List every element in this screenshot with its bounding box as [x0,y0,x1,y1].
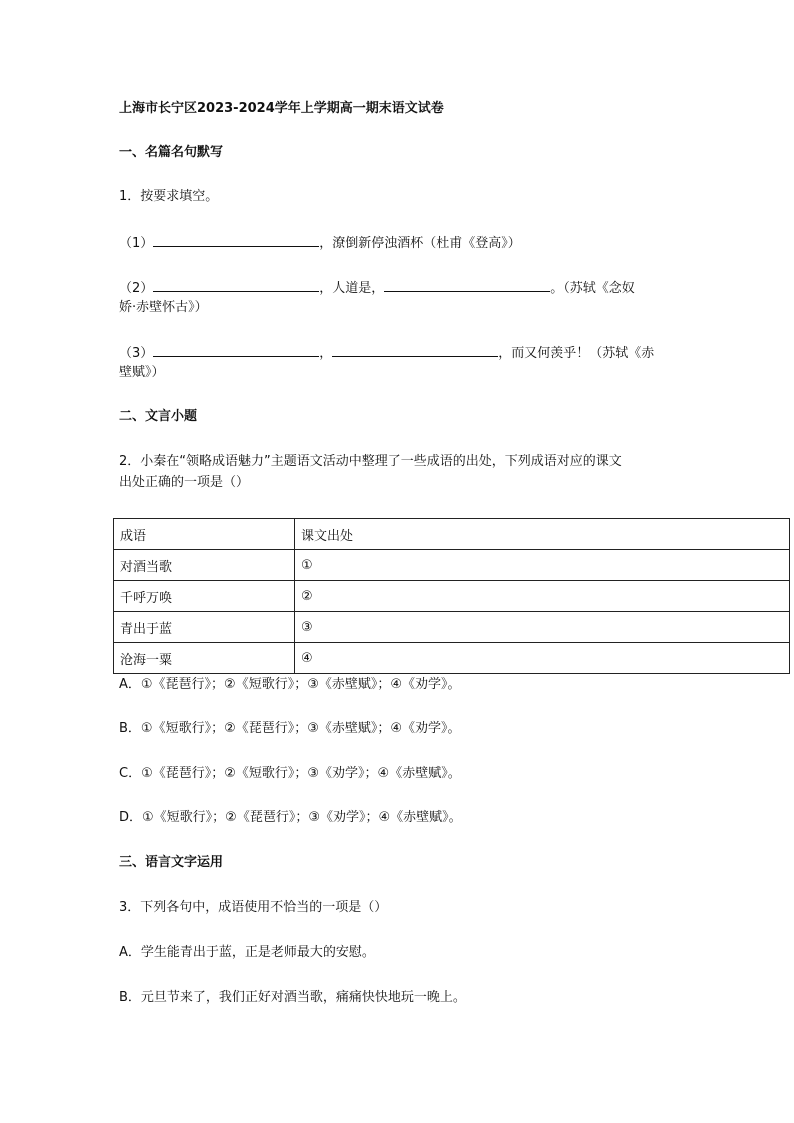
answer-blank[interactable] [384,277,550,292]
q2-option-a[interactable]: A．①《琵琶行》；②《短歌行》；③《赤壁赋》；④《劝学》。 [119,677,461,692]
section-heading-1: 一、名篇名句默写 [119,145,224,160]
table-header-row [114,519,790,550]
table-row [114,581,790,612]
answer-blank[interactable] [153,277,319,292]
q1-item-2 [119,277,635,299]
q1-item-1 [119,232,521,254]
item-text: ，潦倒新停浊酒杯（杜甫《登高》） [319,236,521,251]
table-cell: ① [295,550,790,581]
item-number: （3） [119,346,154,361]
question-2-line-2: 出处正确的一项是（） [119,475,250,490]
question-2-line-1: 2．小秦在“领略成语魅力”主题语文活动中整理了一些成语的出处，下列成语对应的课文 [119,454,622,469]
q2-option-b[interactable]: B．①《短歌行》；②《琵琶行》；③《赤壁赋》；④《劝学》。 [119,721,461,736]
table-cell: 青出于蓝 [114,612,295,643]
q3-option-a[interactable]: A．学生能青出于蓝，正是老师最大的安慰。 [119,945,375,960]
q2-option-d[interactable]: D．①《短歌行》；②《琵琶行》；③《劝学》；④《赤壁赋》。 [119,810,462,825]
table-cell: 沧海一粟 [114,643,295,674]
item-text: ， [319,346,333,361]
table-header: 课文出处 [295,519,790,550]
table-row [114,612,790,643]
table-cell: 对酒当歌 [114,550,295,581]
item-number: （2） [119,281,154,296]
table-row [114,550,790,581]
item-text: ，而又何羡乎！（苏轼《赤 [498,346,655,361]
item-text: 。（苏轼《念奴 [550,281,635,296]
answer-blank[interactable] [332,342,498,357]
answer-blank[interactable] [153,342,319,357]
q3-option-b[interactable]: B．元旦节来了，我们正好对酒当歌，痛痛快快地玩一晚上。 [119,990,466,1005]
table-header: 成语 [114,519,295,550]
q1-item-2-continued: 娇·赤壁怀古》） [119,300,208,315]
q1-item-3 [119,342,654,364]
page-title: 上海市长宁区2023-2024学年上学期高一期末语文试卷 [119,101,444,116]
answer-blank[interactable] [153,232,319,247]
item-text: ，人道是， [319,281,385,296]
item-number: （1） [119,236,154,251]
question-3-stem: 3．下列各句中，成语使用不恰当的一项是（） [119,900,388,915]
idiom-source-table [113,518,790,674]
table-cell: ④ [295,643,790,674]
table-cell: 千呼万唤 [114,581,295,612]
section-heading-3: 三、语言文字运用 [119,855,224,870]
section-heading-2: 二、文言小题 [119,409,198,424]
table-row [114,643,790,674]
question-1-stem: 1．按要求填空。 [119,189,219,204]
q2-option-c[interactable]: C．①《琵琶行》；②《短歌行》；③《劝学》；④《赤壁赋》。 [119,766,461,781]
q1-item-3-continued: 壁赋》） [119,365,165,380]
table-cell: ③ [295,612,790,643]
table-cell: ② [295,581,790,612]
